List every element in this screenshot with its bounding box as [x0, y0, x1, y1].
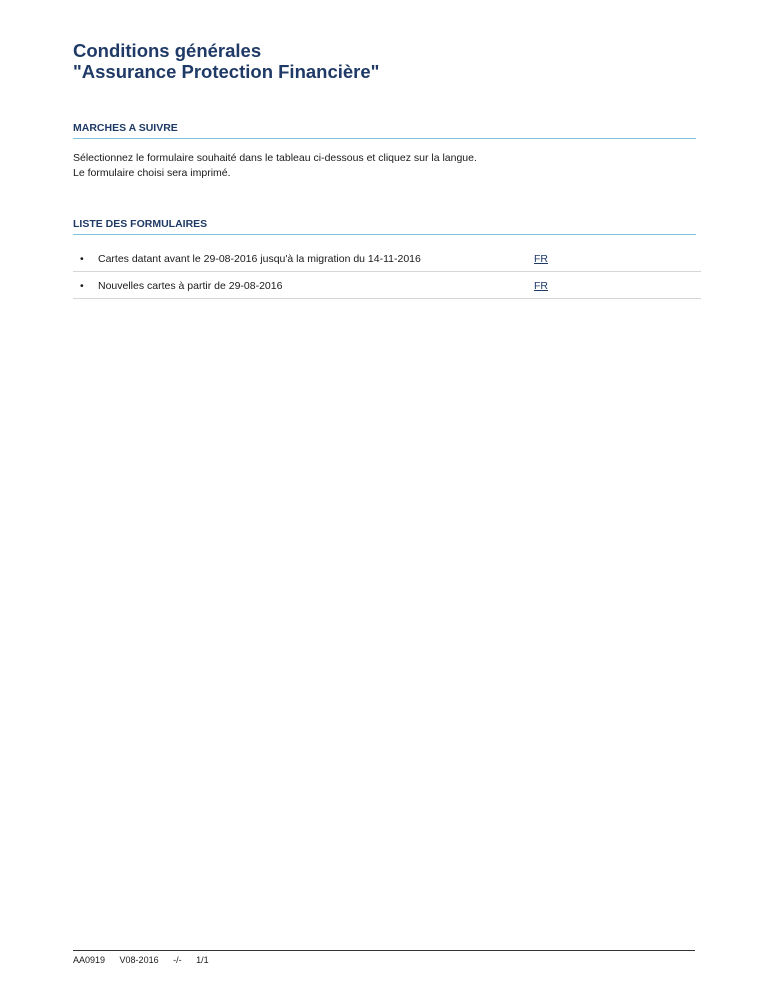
footer-code: AA0919 [73, 955, 106, 965]
instructions-text [73, 151, 477, 181]
footer-page-number: 1/1 [196, 955, 209, 965]
forms-table [73, 245, 701, 299]
table-row [73, 272, 701, 299]
section-heading-forms: LISTE DES FORMULAIRES [73, 218, 696, 235]
form-label: Cartes datant avant le 29-08-2016 jusqu'à la migration du 14-11-2016 [98, 253, 421, 265]
form-link-fr[interactable]: FR [534, 280, 548, 292]
bullet: • [80, 253, 84, 265]
form-link-fr[interactable]: FR [534, 253, 548, 265]
footer-separator: -/- [173, 955, 182, 965]
footer-version: V08-2016 [119, 955, 159, 965]
form-label: Nouvelles cartes à partir de 29-08-2016 [98, 280, 283, 292]
instructions-line1: Sélectionnez le formulaire souhaité dans le tableau ci-dessous et cliquez sur la langue. [73, 152, 477, 164]
page-footer [73, 950, 695, 965]
page-title-line2: "Assurance Protection Financière" [73, 61, 380, 82]
table-row [73, 245, 701, 272]
page-title-line1: Conditions générales [73, 40, 262, 61]
bullet: • [80, 280, 84, 292]
instructions-line2: Le formulaire choisi sera imprimé. [73, 167, 231, 179]
page-title [73, 40, 379, 82]
section-heading-steps: MARCHES A SUIVRE [73, 122, 696, 139]
